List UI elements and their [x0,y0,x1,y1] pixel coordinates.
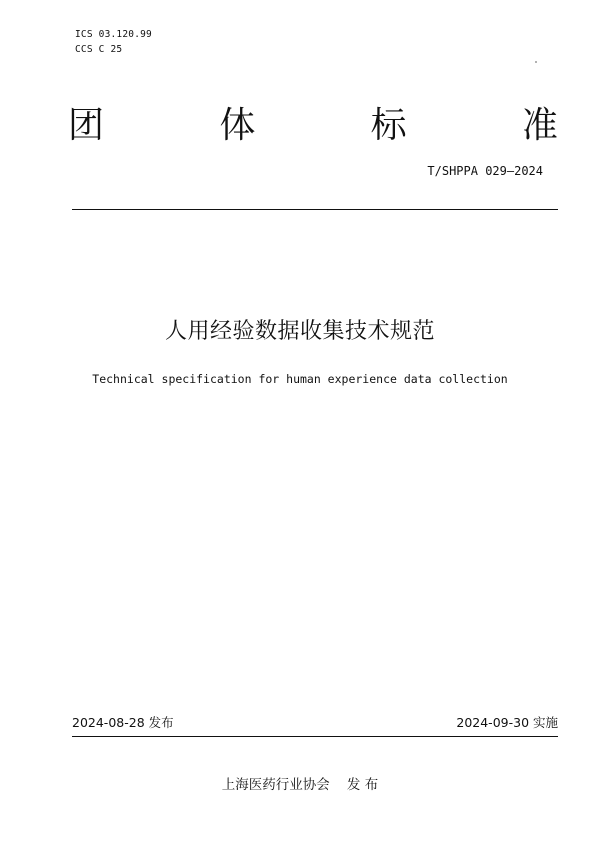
implementation-date: 2024-09-30 实施 [456,715,558,730]
issue-date: 2024-08-28 发布 [72,715,174,730]
document-title-english: Technical specification for human experience data collection [92,372,508,386]
bottom-divider [72,736,558,737]
top-divider [72,209,558,210]
classification-codes [75,27,152,57]
standard-code: T/SHPPA 029—2024 [427,164,543,178]
document-title-chinese: 人用经验数据收集技术规范 [164,319,435,344]
ccs-code: CCS C 25 [75,44,123,55]
standard-type-char: 准 [521,105,558,146]
publisher: 上海医药行业协会 发 布 [221,777,379,793]
standard-type-char: 体 [219,105,256,146]
standard-type-char: 标 [370,105,407,146]
standard-type-char: 团 [68,105,105,146]
standard-type-heading [68,102,558,150]
ics-code: ICS 03.120.99 [75,29,152,40]
scan-speck [535,61,537,63]
